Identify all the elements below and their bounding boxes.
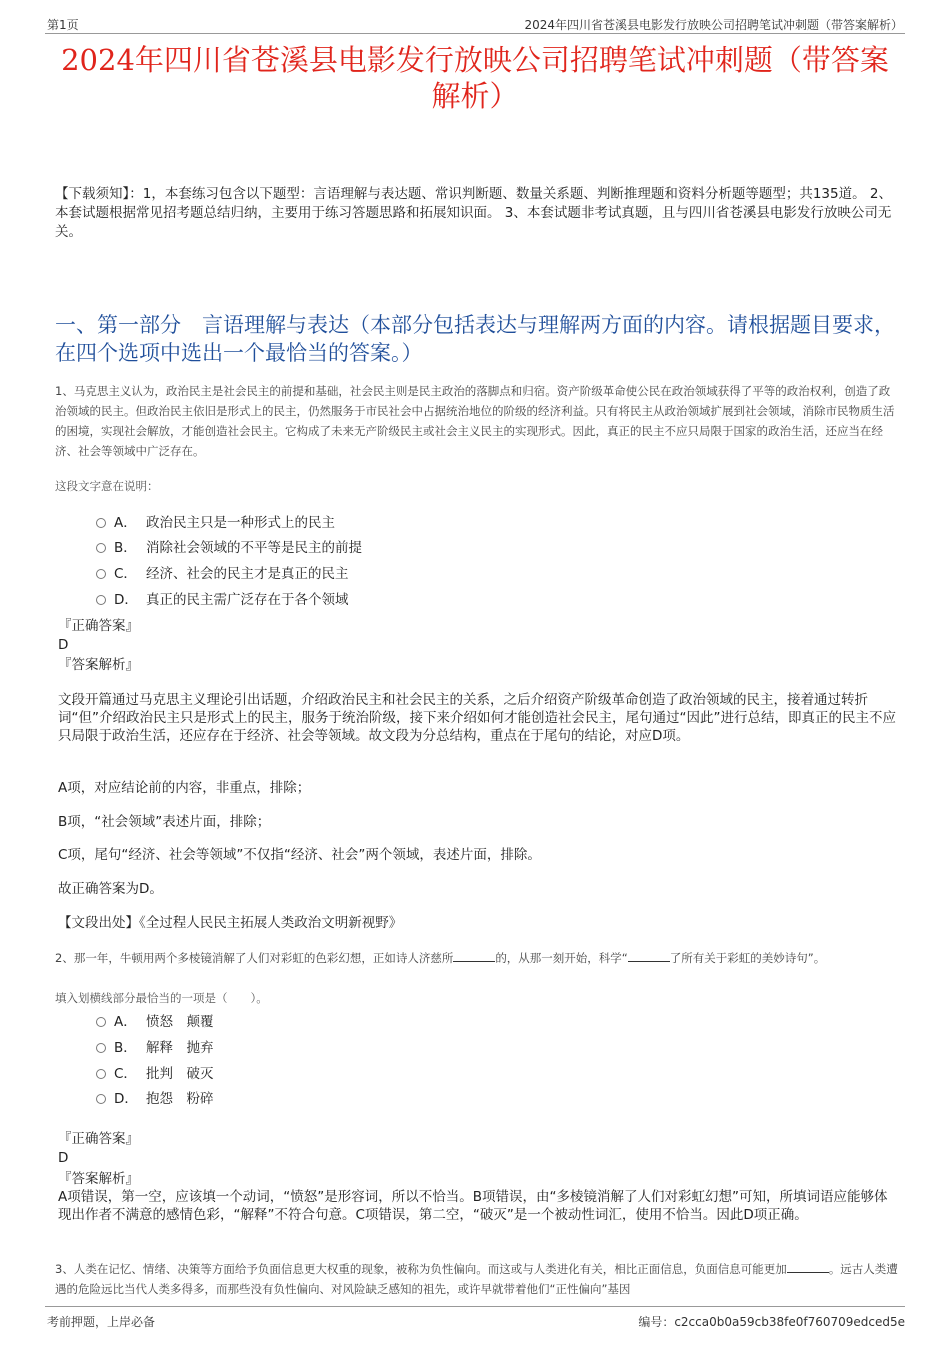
option-label: A． [114,1014,137,1030]
option-text: 抱怨 粉碎 [146,1091,214,1107]
option-text: 解释 抛弃 [146,1040,214,1056]
q2-answer-heading: 『正确答案』 [58,1131,139,1147]
question-1-text: 1、马克思主义认为，政治民主是社会民主的前提和基础，社会民主则是民主政治的落脚点和归宿。资产阶级革命使公民在政治领域获得了平等的政治权利，创造了政治领域的民主。但政治民主依旧是形式上的民主，仍然服务于市民社会中占据统治地位的阶级的经济利益。只有将民主从政治领域扩展到社会领域，消除市民物质生活的困境，实现社会解放，才能创造社会民主。它构成了未来无产阶级民主或社会主义民主的实现形式。因此，真正的民主不应只局限于国家的政治生活，还应当在经济、社会等领域中广泛存在。 [55,384,895,458]
footer-divider [45,1306,905,1307]
q2-analysis: A项错误，第一空，应该填一个动词，“愤怒”是形容词，所以不恰当。B项错误，由“多棱镜消解了人们对彩虹幻想”可知，所填词语应能够体现出作者不满意的感情色彩，“解释”不符合句意。C项错误，第二空，“破灭”是一个被动性词汇，使用不恰当。因此D项正确。 [58,1189,888,1223]
radio-icon[interactable] [96,1069,106,1079]
q1-analysis-p3: B项，“社会领域”表述片面，排除； [58,814,271,830]
header-divider [45,33,905,34]
q1-analysis-p5: 故正确答案为D。 [58,881,163,897]
option-label: A． [114,515,137,531]
page-number: 第1页 [47,18,79,32]
footer-code: 编号：c2cca0b0a59cb38fe0f760709edced5e [638,1315,905,1329]
option-text: 政治民主只是一种形式上的民主 [146,515,335,531]
q2-option-d[interactable] [96,1087,214,1107]
header-title: 2024年四川省苍溪县电影发行放映公司招聘笔试冲刺题（带答案解析） [524,18,903,32]
q2-option-c[interactable] [96,1062,214,1082]
radio-icon[interactable] [96,1043,106,1053]
question-3-text [55,1259,900,1299]
q1-answer: D [58,637,69,653]
option-text: 批判 破灭 [146,1066,214,1082]
question-2-text [55,948,900,968]
blank-line [787,1262,829,1273]
question-1-stem: 这段文字意在说明： [55,479,159,493]
q1-option-b[interactable] [96,536,362,556]
question-2-stem: 填入划横线部分最恰当的一项是（ ）。 [55,991,268,1005]
option-label: B． [114,540,137,556]
q2-analysis-heading: 『答案解析』 [58,1171,139,1187]
q2-text-part: 2、那一年，牛顿用两个多棱镜消解了人们对彩虹的色彩幻想，正如诗人济慈所 [55,951,454,965]
blank-line [453,951,495,962]
radio-icon[interactable] [96,1017,106,1027]
option-text: 经济、社会的民主才是真正的民主 [146,566,349,582]
q3-text-part: 3、人类在记忆、情绪、决策等方面给予负面信息更大权重的现象，被称为负性偏向。而这或与人类进化有关，相比正面信息，负面信息可能更加 [55,1262,787,1276]
q1-option-c[interactable] [96,562,349,582]
radio-icon[interactable] [96,569,106,579]
q2-text-part: 的，从那一刻开始，科学“ [495,951,628,965]
q2-text-part: 了所有关于彩虹的美妙诗句”。 [669,951,826,965]
option-text: 消除社会领域的不平等是民主的前提 [146,540,362,556]
option-text: 真正的民主需广泛存在于各个领域 [146,592,349,608]
section-heading: 一、第一部分 言语理解与表达（本部分包括表达与理解两方面的内容。请根据题目要求，在四个选项中选出一个最恰当的答案。） [55,313,895,365]
q1-analysis-p2: A项，对应结论前的内容，非重点，排除； [58,780,311,796]
option-text: 愤怒 颠覆 [146,1014,214,1030]
q1-analysis-p1: 文段开篇通过马克思主义理论引出话题，介绍政治民主和社会民主的关系，之后介绍资产阶级革命创造了政治领域的民主，接着通过转折词“但”介绍政治民主只是形式上的民主，服务于统治阶级，接下来介绍如何才能创造社会民主，尾句通过“因此”进行总结，即真正的民主不应只局限于政治生活，还应存在于经济、社会等领域。故文段为分总结构，重点在于尾句的结论，对应D项。 [58,692,896,744]
q1-source: 【文段出处】《全过程人民民主拓展人类政治文明新视野》 [58,915,403,931]
q1-option-a[interactable] [96,511,335,531]
q2-answer: D [58,1150,69,1166]
blank-line [628,951,670,962]
q1-option-d[interactable] [96,588,349,608]
option-label: B． [114,1040,137,1056]
radio-icon[interactable] [96,518,106,528]
option-label: C． [114,1066,137,1082]
q1-analysis-p4: C项，尾句“经济、社会等领域”不仅指“经济、社会”两个领域，表述片面，排除。 [58,847,541,863]
radio-icon[interactable] [96,1094,106,1104]
option-label: C． [114,566,137,582]
q1-analysis-heading: 『答案解析』 [58,657,139,673]
footer-slogan: 考前押题，上岸必备 [47,1315,156,1329]
option-label: D． [114,592,138,608]
q3-text-part: 。远古人类遭遇的危险远比当代人类多得多，而那些没有负性偏向、对风险缺乏感知的祖先，或许早就带着他们“正性偏向”基因 [55,1262,898,1296]
q1-answer-heading: 『正确答案』 [58,618,139,634]
radio-icon[interactable] [96,543,106,553]
download-notice: 【下载须知】：1，本套练习包含以下题型：言语理解与表达题、常识判断题、数量关系题、判断推理题和资料分析题等题型；共135道。 2、本套试题根据常见招考题总结归纳，主要用于练习答题思路和拓展知识面。 3、本套试题非考试真题，且与四川省苍溪县电影发行放映公司无关。 [55,186,892,240]
q2-option-a[interactable] [96,1010,214,1030]
document-title: 2024年四川省苍溪县电影发行放映公司招聘笔试冲刺题（带答案解析） [61,43,889,113]
q2-option-b[interactable] [96,1036,214,1056]
option-label: D． [114,1091,138,1107]
radio-icon[interactable] [96,595,106,605]
